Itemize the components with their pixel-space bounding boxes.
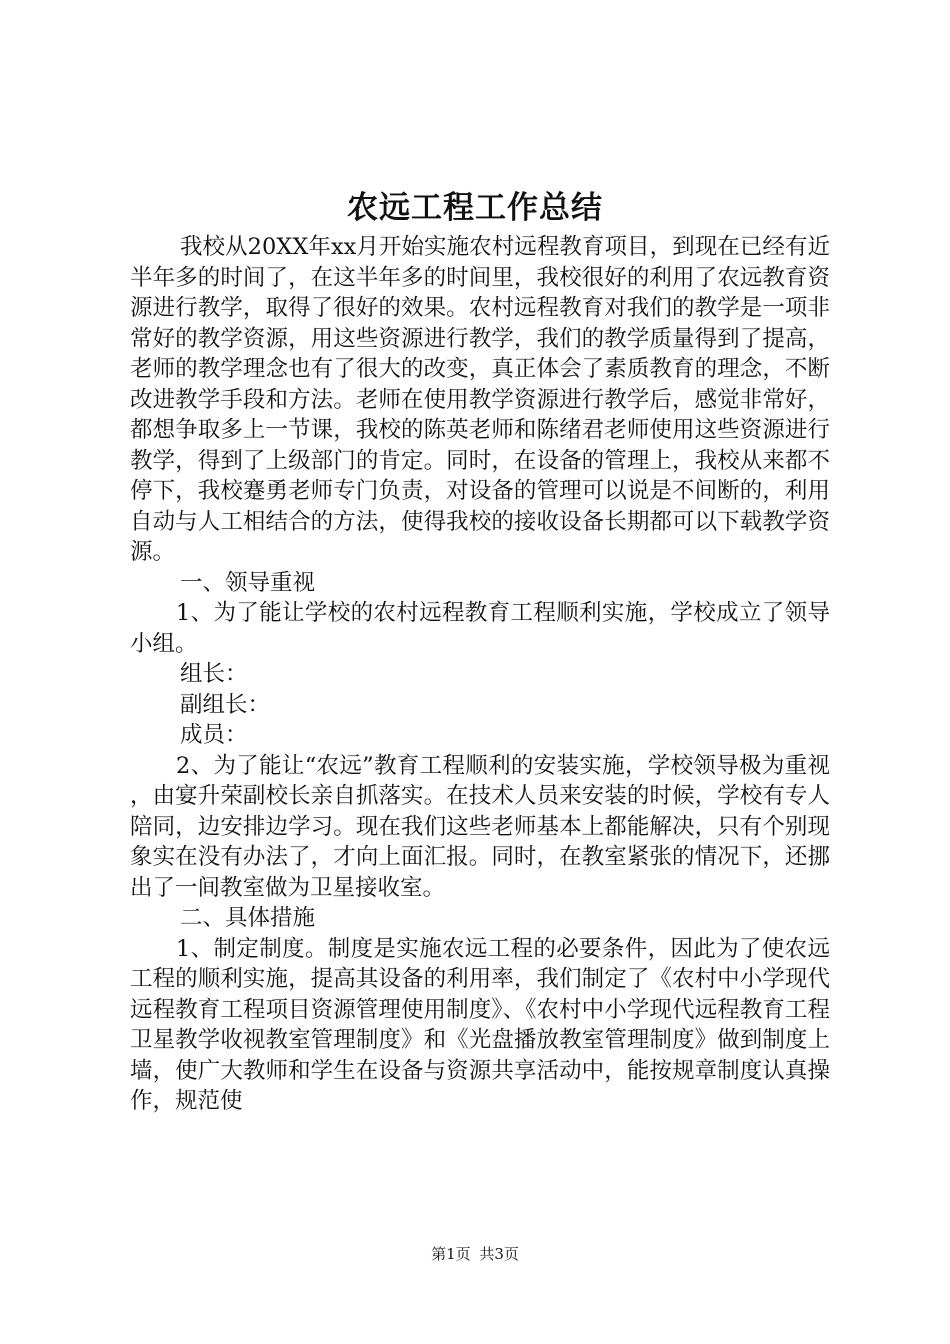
- page-total: 共3页: [479, 1245, 519, 1263]
- role-deputy-leader: 副组长：: [180, 691, 271, 718]
- intro-paragraph: 我校从20XX年xx月开始实施农村远程教育项目，到现在已经有近半年多的时间了，在这半年多的时间里，我校很好的利用了农远教育资源进行教学，取得了很好的效果。农村远程教育对我们的教学是一项非常好的教学资源，用这些资源进行教学，我们的教学质量得到了提高，老师的教学理念也有了很大的改变，真正体会了素质教育的理念，不断改进教学手段和方法。老师在使用教学资源进行教学后，感觉非常好，都想争取多上一节课，我校的陈英老师和陈绪君老师使用这些资源进行教学，得到了上级部门的肯定。同时，在设备的管理上，我校从来都不停下，我校蹇勇老师专门负责，对设备的管理可以说是不间断的，利用自动与人工相结合的方法，使得我校的接收设备长期都可以下载教学资源。: [130, 234, 830, 565]
- section-heading-leadership: 一、领导重视: [180, 569, 316, 596]
- role-leader: 组长：: [180, 661, 248, 687]
- paragraph-regulations: 1、制定制度。制度是实施农远工程的必要条件，因此为了使农远工程的顺利实施，提高其设备的利用率，我们制定了《农村中小学现代远程教育工程项目资源管理使用制度》、《农村中小学现代远程教育工程卫星教学收视教室管理制度》和《光盘播放教室管理制度》做到制度上墙，使广大教师和学生在设备与资源共享活动中，能按规章制度认真操作，规范使: [130, 935, 830, 1114]
- document-title: 农远工程工作总结: [347, 190, 603, 226]
- paragraph-installation: 2、为了能让“农远”教育工程顺利的安装实施，学校领导极为重视，由宴升荣副校长亲自抓落实。在技术人员来安装的时候，学校有专人陪同，边安排边学习。现在我们这些老师基本上都能解决，只有个别现象实在没有办法了，才向上面汇报。同时，在教室紧张的情况下，还挪出了一间教室做为卫星接收室。: [130, 752, 830, 901]
- page-number: 第1页: [431, 1245, 471, 1263]
- page-footer: [0, 1244, 950, 1264]
- document-body: [130, 232, 830, 1117]
- paragraph-leadership-group: 1、为了能让学校的农村远程教育工程顺利实施，学校成立了领导小组。: [130, 600, 830, 657]
- section-heading-measures: 二、具体措施: [180, 905, 316, 931]
- role-members: 成员：: [180, 722, 248, 748]
